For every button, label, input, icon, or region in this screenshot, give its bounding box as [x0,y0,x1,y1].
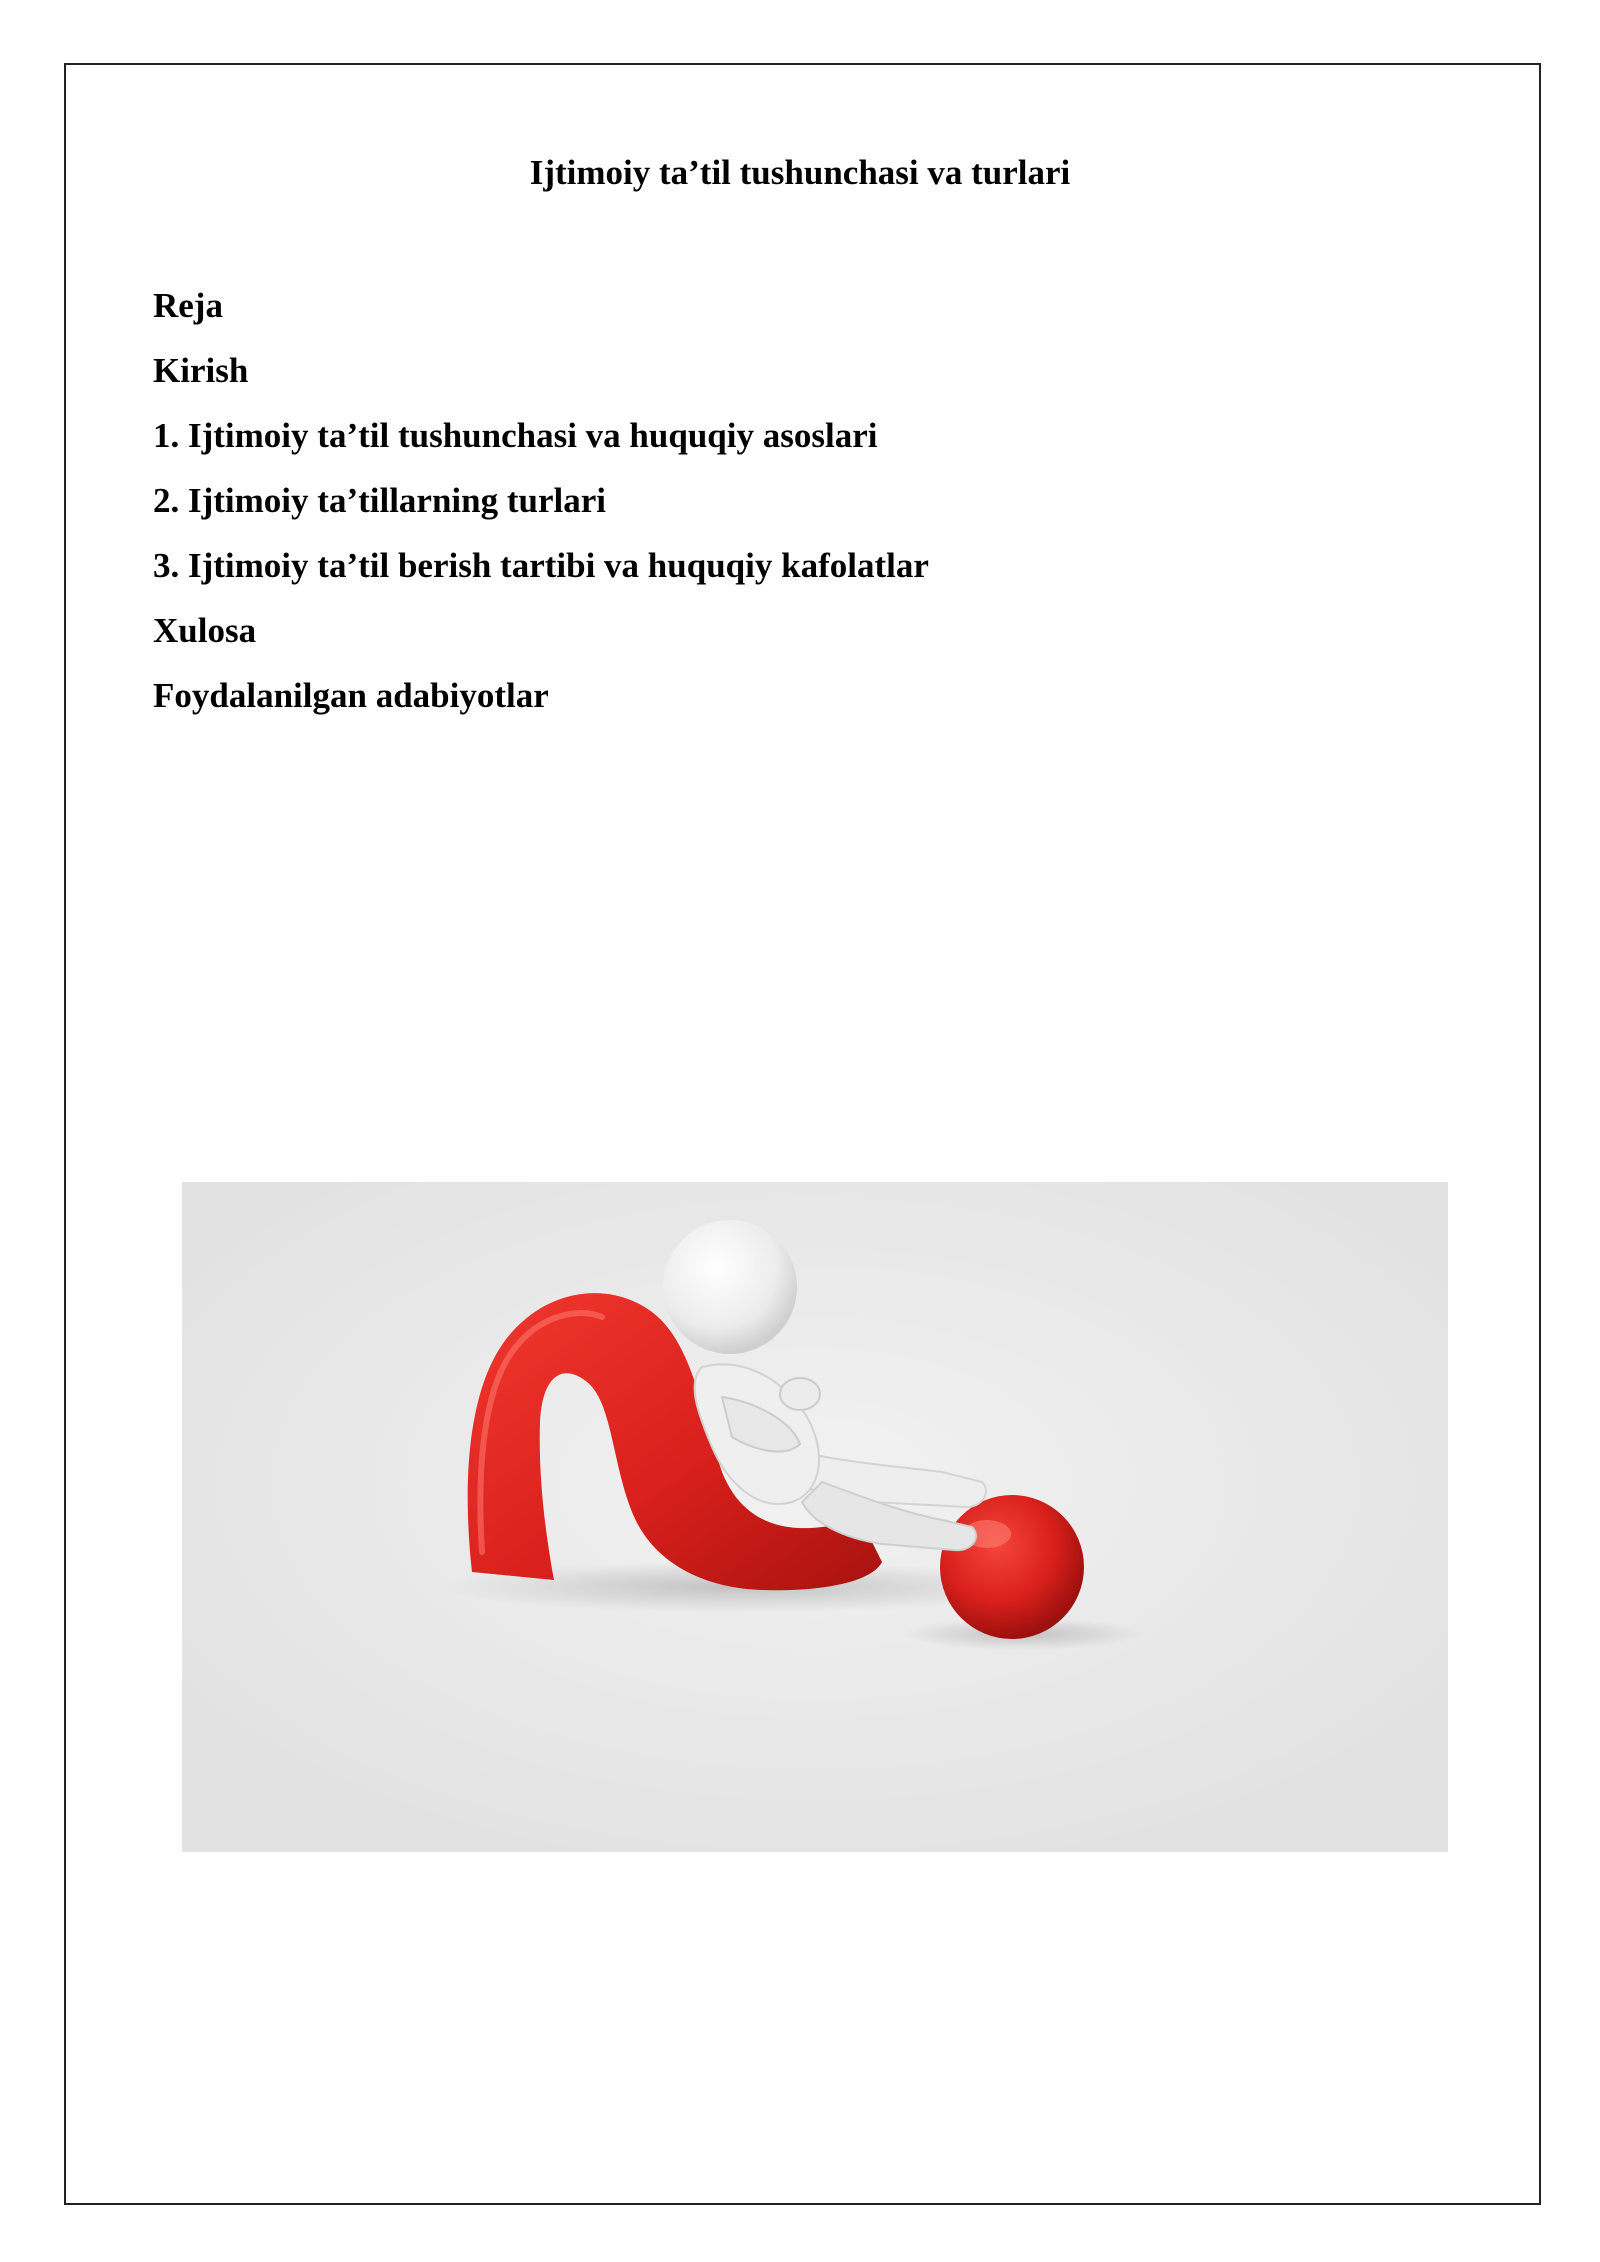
figure-head [663,1220,797,1354]
plan-item-references: Foydalanilgan adabiyotlar [153,676,549,715]
question-mark-dot [940,1495,1084,1639]
plan-item-3: 3. Ijtimoiy ta’til berish tartibi va huquqiy kafolatlar [153,546,929,585]
plan-item-2: 2. Ijtimoiy ta’tillarning turlari [153,481,607,520]
plan-item-1: 1. Ijtimoiy ta’til tushunchasi va huquqiy asoslari [153,416,878,455]
document-title: Ijtimoiy ta’til tushunchasi va turlari [529,153,1071,192]
plan-heading: Reja [153,286,223,325]
plan-item-conclusion: Xulosa [153,611,257,650]
question-mark-illustration [182,1182,1448,1852]
plan-list [153,282,929,737]
plan-item-introduction: Kirish [153,351,249,390]
